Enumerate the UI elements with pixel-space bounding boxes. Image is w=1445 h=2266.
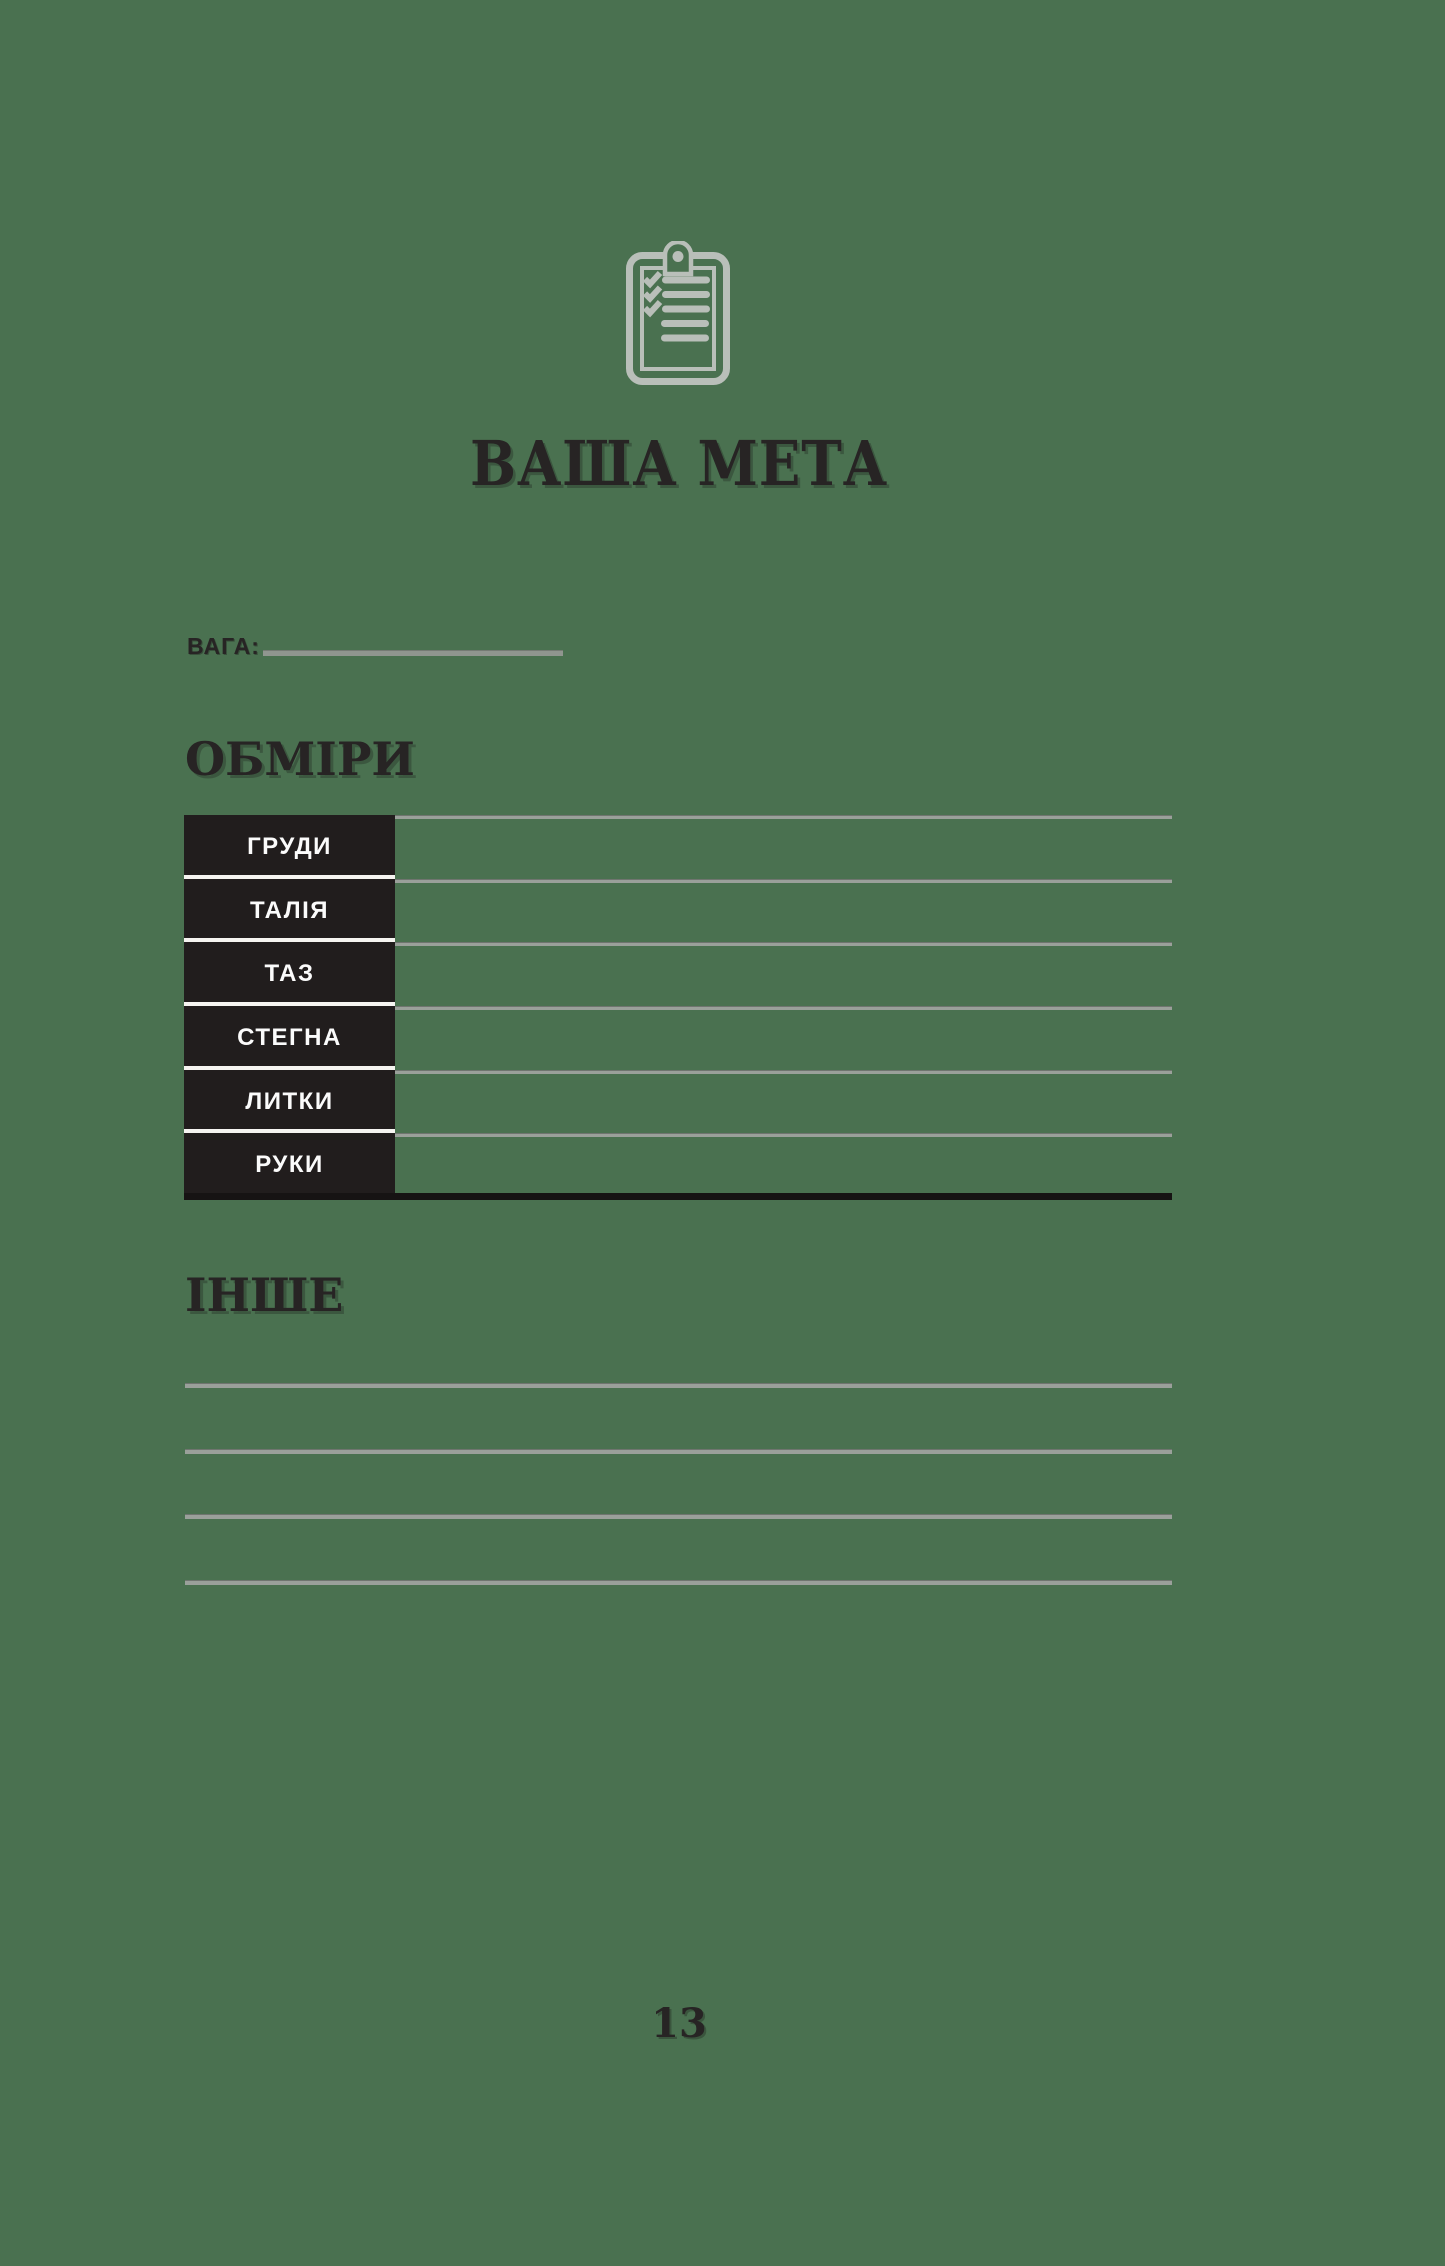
- table-row: [184, 942, 1172, 1006]
- other-fill-line: [185, 1580, 1172, 1585]
- section-title-measurements: ОБМІРИ: [185, 732, 415, 786]
- table-row: [184, 879, 1172, 943]
- table-row: [184, 815, 1172, 879]
- table-bottom-rule: [184, 1193, 1172, 1200]
- weight-label: ВАГА:: [187, 633, 260, 659]
- checkmark-glyphs: [645, 273, 660, 313]
- measurement-row-label: СТЕГНА: [184, 1006, 395, 1070]
- measurement-row-label: ТАЗ: [184, 942, 395, 1006]
- measurements-table: [184, 815, 1172, 1197]
- other-fill-line: [185, 1449, 1172, 1454]
- row-fill-line: [395, 1006, 1172, 1010]
- weight-fill-line: [263, 650, 563, 656]
- table-row: [184, 1133, 1172, 1197]
- section-title-other: ІНШЕ: [185, 1268, 344, 1322]
- row-fill-line: [395, 815, 1172, 819]
- measurement-row-label: РУКИ: [184, 1133, 395, 1197]
- measurement-row-label: ТАЛІЯ: [184, 879, 395, 943]
- other-lines: [185, 1383, 1172, 1645]
- other-fill-line: [185, 1383, 1172, 1388]
- other-fill-line: [185, 1514, 1172, 1519]
- page-title: ВАША МЕТА: [469, 427, 889, 500]
- row-fill-line: [395, 942, 1172, 946]
- measurement-row-label: ЛИТКИ: [184, 1070, 395, 1134]
- clipboard-checklist-icon: [625, 241, 731, 386]
- page-number: 13: [651, 2000, 707, 2047]
- checklist-bars: [661, 277, 710, 342]
- table-row: [184, 1070, 1172, 1134]
- table-row: [184, 1006, 1172, 1070]
- measurement-row-label: ГРУДИ: [184, 815, 395, 879]
- row-fill-line: [395, 1070, 1172, 1074]
- row-fill-line: [395, 879, 1172, 883]
- row-fill-line: [395, 1133, 1172, 1137]
